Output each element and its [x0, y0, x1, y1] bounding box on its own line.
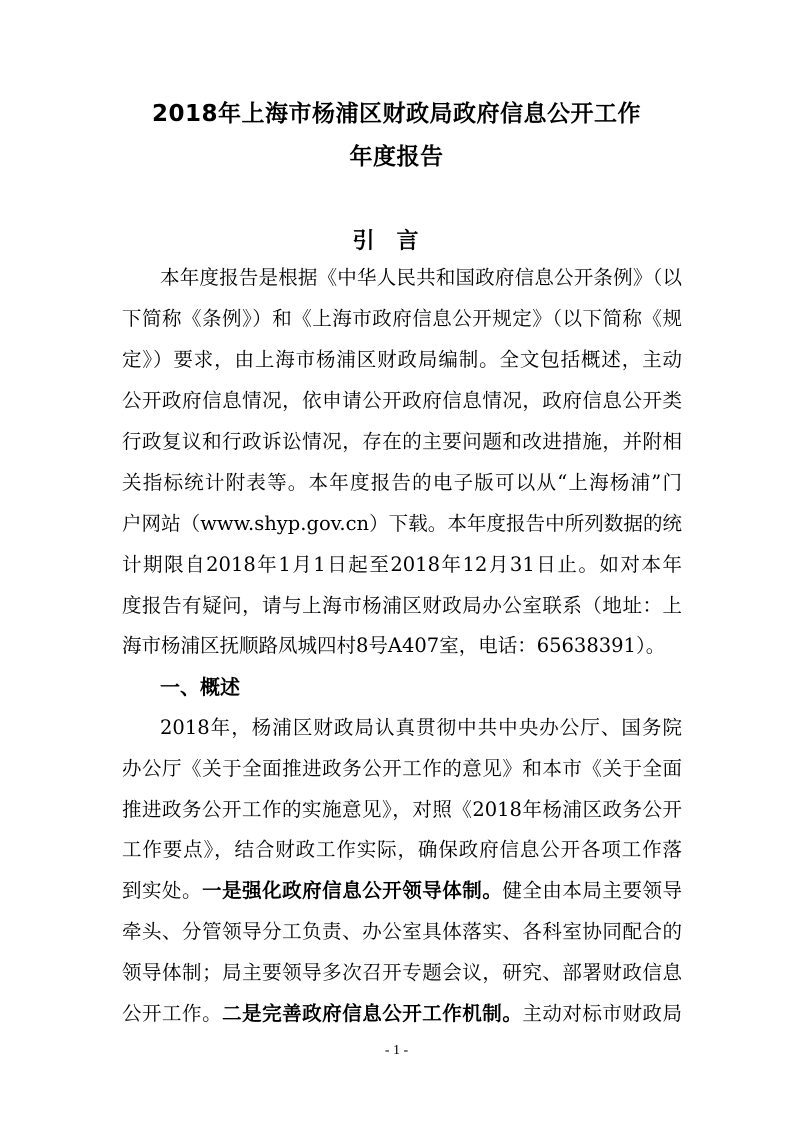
intro-line-7: 户网站（www.shyp.gov.cn）下载。本年度报告中所列数据的统 — [122, 512, 682, 535]
intro-line-4: 公开政府信息情况，依申请公开政府信息情况，政府信息公开类 — [122, 389, 682, 412]
overview-heading: 一、概述 — [160, 675, 240, 699]
intro-line-9: 度报告有疑问，请与上海市杨浦区财政局办公室联系（地址：上 — [122, 594, 682, 617]
intro-line-5: 行政复议和行政诉讼情况，存在的主要问题和改进措施，并附相 — [122, 430, 682, 453]
overview-line-1: 2018年，杨浦区财政局认真贯彻中共中央办公厅、国务院 — [160, 716, 682, 739]
intro-line-6: 关指标统计附表等。本年度报告的电子版可以从“上海杨浦”门 — [122, 471, 682, 494]
intro-line-2: 下简称《条例》）和《上海市政府信息公开规定》（以下简称《规 — [122, 307, 682, 330]
overview-point-two-bold: 二是完善政府信息公开工作机制。 — [222, 1002, 523, 1025]
document-title-line-1: 2018年上海市杨浦区财政局政府信息公开工作 — [151, 101, 641, 127]
overview-line-8 — [122, 1000, 682, 1028]
overview-line-5 — [122, 877, 682, 905]
overview-line-2: 办公厅《关于全面推进政务公开工作的意见》和本市《关于全面 — [122, 757, 682, 780]
overview-line-3: 推进政务公开工作的实施意见》，对照《2018年杨浦区政务公开 — [122, 798, 682, 821]
intro-line-3: 定》）要求，由上海市杨浦区财政局编制。全文包括概述，主动 — [122, 348, 682, 371]
overview-line-8-text-b: 主动对标市财政局 — [522, 1002, 682, 1025]
overview-point-one-bold: 一是强化政府信息公开领导体制。 — [202, 879, 503, 902]
overview-line-6: 牵头、分管领导分工负责、办公室具体落实、各科室协同配合的 — [122, 920, 682, 943]
intro-heading: 引言 — [352, 229, 441, 254]
intro-line-10: 海市杨浦区抚顺路凤城四村8号A407室，电话：65638391）。 — [122, 634, 666, 657]
overview-line-4: 工作要点》，结合财政工作实际，确保政府信息公开各项工作落 — [122, 838, 682, 861]
intro-line-8: 计期限自2018年1月1日起至2018年12月31日止。如对本年 — [122, 553, 682, 576]
page-number: - 1 - — [384, 1043, 409, 1058]
overview-line-7: 领导体制；局主要领导多次召开专题会议，研究、部署财政信息 — [122, 961, 682, 984]
overview-line-5-text-a: 到实处。 — [122, 879, 203, 902]
intro-line-1: 本年度报告是根据《中华人民共和国政府信息公开条例》（以 — [160, 266, 682, 289]
document-title-line-2: 年度报告 — [349, 144, 444, 170]
overview-line-5-text-b: 健全由本局主要领导 — [502, 879, 682, 902]
overview-line-8-text-a: 公开工作。 — [122, 1002, 223, 1025]
